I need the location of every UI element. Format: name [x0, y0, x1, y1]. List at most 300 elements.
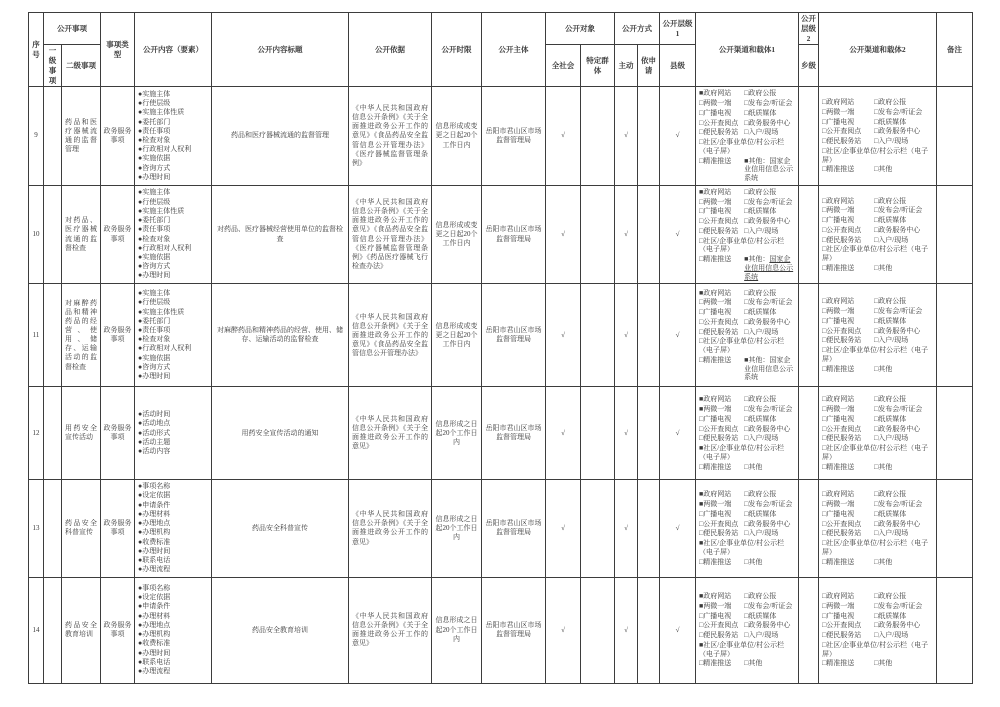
- checkbox-unchecked-icon: □: [744, 99, 749, 107]
- col-header-time-limit: 公开时限: [432, 13, 482, 87]
- channel-checkbox-group: [822, 592, 933, 668]
- channel-option: [822, 216, 873, 225]
- cell-item-type: 政务服务事项: [101, 577, 135, 683]
- cell-content-title: 对药品、医疗器械经营使用单位的监督检查: [212, 185, 349, 284]
- checkbox-unchecked-icon: □: [874, 127, 879, 136]
- channel-option-label: 纸质媒体: [748, 108, 777, 117]
- checkbox-checked-icon: ■: [699, 500, 704, 509]
- checkbox-unchecked-icon: □: [699, 519, 704, 528]
- channel-option: [822, 490, 873, 499]
- element-item: ●联系电话: [138, 556, 171, 565]
- channel-option-label: 政府公报: [878, 98, 907, 106]
- checkbox-unchecked-icon: □: [699, 226, 704, 235]
- channel-option: [744, 308, 796, 317]
- cell-time-limit: 信息形成或变更之日起20个工作日内: [432, 284, 482, 387]
- cell-level2-item: 对麻醉药品和精神药品的经营、使用、储存、运输活动的监督检查: [62, 284, 101, 387]
- channel-option-label: 两微一端: [826, 107, 855, 116]
- channel-option: [744, 434, 796, 443]
- checkbox-unchecked-icon: □: [699, 217, 704, 225]
- channel-option-label: 社区/企事业单位/村公示栏（电子屏）: [699, 138, 785, 155]
- cell-level2-item: 药品安全教育培训: [62, 577, 101, 683]
- element-item: ●实施主体性质: [138, 206, 185, 215]
- col-header-serial: 序号: [29, 13, 44, 87]
- cell-content-title: 对麻醉药品和精神药品的经营、使用、储存、运输活动的监督检查: [212, 284, 349, 387]
- channel-option-label: 纸质媒体: [878, 414, 907, 423]
- channel-option: [874, 98, 934, 107]
- cell-whole-society-check: √: [546, 577, 581, 683]
- channel-option-label: 广播电视: [826, 414, 855, 423]
- channel-option-label: 政府网站: [826, 592, 855, 601]
- checkbox-unchecked-icon: □: [822, 592, 827, 601]
- channel-option: [822, 463, 873, 472]
- channel-option: [744, 425, 796, 434]
- channel-option: [744, 463, 796, 472]
- checkbox-unchecked-icon: □: [822, 336, 827, 345]
- channel-option-label: 社区/企事业单位/村公示栏（电子屏）: [822, 346, 929, 363]
- channel-option: [822, 108, 873, 117]
- cell-township-check: [799, 87, 819, 186]
- checkbox-checked-icon: ■: [699, 539, 704, 548]
- channel-option-label: 发布会/听证会: [748, 99, 793, 107]
- cell-county-check: √: [660, 185, 696, 284]
- channel-option: [874, 558, 934, 567]
- channel-checkbox-group: [822, 395, 933, 471]
- channel-option: [699, 99, 743, 108]
- cell-township-check: [799, 480, 819, 577]
- channel-option: [699, 337, 796, 355]
- elements-list: [135, 480, 212, 577]
- channel-option: [874, 631, 934, 640]
- col-header-level1: 公开层级1: [660, 13, 696, 45]
- channel-option-label: 入户/现场: [878, 631, 909, 640]
- element-item: ●咨询方式: [138, 163, 171, 172]
- channel-option: [822, 510, 873, 519]
- element-item: ●活动主题: [138, 437, 171, 446]
- channel-option-label: 政府公报: [748, 490, 777, 499]
- checkbox-unchecked-icon: □: [744, 424, 749, 433]
- channel-option-label: 广播电视: [826, 117, 855, 126]
- channel-option: [822, 558, 873, 567]
- col-header-on-request: 依申请: [638, 45, 660, 87]
- checkbox-unchecked-icon: □: [699, 156, 704, 165]
- channel-option-label: 其他: [878, 557, 893, 566]
- element-item: ●活动形式: [138, 428, 171, 437]
- channel-option-label: 便民服务站: [826, 434, 862, 443]
- cell-level1-item: [44, 577, 62, 683]
- channel-option-label: 政务服务中心: [878, 621, 921, 630]
- channel-option: [699, 298, 743, 307]
- checkbox-unchecked-icon: □: [822, 235, 827, 244]
- element-item: ●行使层级: [138, 197, 171, 206]
- channel-option: [744, 289, 796, 298]
- checkbox-unchecked-icon: □: [874, 137, 879, 145]
- element-item: ●检查对象: [138, 136, 171, 144]
- checkbox-unchecked-icon: □: [699, 197, 704, 206]
- channel-option-label: 政府网站: [826, 490, 855, 499]
- cell-active-check: √: [615, 387, 638, 480]
- channel-option-label: 便民服务站: [703, 226, 739, 235]
- channel-option: [874, 415, 934, 424]
- checkbox-unchecked-icon: □: [744, 592, 749, 601]
- checkbox-unchecked-icon: □: [744, 197, 749, 206]
- channel-option-label: 发布会/听证会: [878, 107, 923, 116]
- checkbox-unchecked-icon: □: [744, 226, 749, 235]
- channel-option: [699, 198, 743, 207]
- cell-level2-item: 用药安全宣传活动: [62, 387, 101, 480]
- channel-option-label: 政府公报: [878, 297, 907, 306]
- checkbox-unchecked-icon: □: [874, 216, 879, 224]
- channel-option-label: 政务服务中心: [748, 621, 791, 630]
- elements-list: [135, 387, 212, 480]
- cell-basis: 《中华人民共和国政府信息公开条例》《关于全面推进政务公开工作的意见》: [349, 577, 432, 683]
- channel-option-label: 社区/企事业单位/村公示栏（电子屏）: [699, 236, 785, 254]
- cell-remark: [937, 387, 973, 480]
- channel-option: [874, 500, 934, 509]
- checkbox-unchecked-icon: □: [699, 236, 704, 245]
- channel-option-label: 两微一端: [826, 405, 855, 413]
- cell-time-limit: 信息形成或变更之日起20个工作日内: [432, 185, 482, 284]
- channel-option-label: 纸质媒体: [748, 308, 777, 316]
- checkbox-unchecked-icon: □: [822, 364, 827, 373]
- channel-option: [822, 592, 873, 601]
- element-item: ●行使层级: [138, 99, 171, 108]
- channel-option: [699, 602, 743, 611]
- checkbox-unchecked-icon: □: [874, 592, 879, 601]
- cell-content-title: 药品安全科普宣传: [212, 480, 349, 577]
- channel-option-label: 入户/现场: [878, 235, 909, 244]
- cell-on-request-check: [638, 577, 660, 683]
- channel-option: [874, 336, 934, 345]
- channel-option: [699, 520, 743, 529]
- element-item: ●办理时间: [138, 546, 171, 555]
- channel-option: [699, 128, 743, 137]
- col-header-township: 乡级: [799, 45, 819, 87]
- channel-option-label: 公开查阅点: [826, 519, 862, 528]
- channel-option-label: 便民服务站: [826, 235, 862, 244]
- channel-option-label: 纸质媒体: [748, 611, 777, 620]
- element-item: ●办理材料: [138, 611, 171, 620]
- channel-option-label: 政府网站: [703, 89, 732, 98]
- channel-option-label: 两微一端: [703, 298, 732, 307]
- channel-other-text: 国家企业信用信息公示系统: [744, 255, 794, 281]
- checkbox-unchecked-icon: □: [744, 601, 749, 610]
- channel-option-label: 社区/企事业单位/村公示栏（电子屏）: [699, 539, 785, 556]
- channel-option: [699, 217, 743, 226]
- checkbox-unchecked-icon: □: [822, 137, 827, 145]
- channel-option-label: 两微一端: [826, 601, 855, 610]
- channel-option-label: 两微一端: [703, 500, 732, 509]
- checkbox-unchecked-icon: □: [874, 263, 879, 272]
- channel-option: [874, 307, 934, 316]
- channel-option-label: 入户/现场: [878, 529, 909, 538]
- element-item: ●办理材料: [138, 509, 171, 518]
- col-header-channel1: 公开渠道和载体1: [696, 13, 799, 87]
- cell-subject: 岳阳市君山区市场监督管理局: [482, 480, 546, 577]
- element-item: ●委托部门: [138, 316, 171, 325]
- channel-option: [822, 612, 873, 621]
- channel-option-label: 入户/现场: [748, 529, 779, 538]
- channel-option: [744, 602, 796, 611]
- channel-option-label: 便民服务站: [826, 529, 862, 538]
- checkbox-unchecked-icon: □: [822, 659, 827, 668]
- checkbox-unchecked-icon: □: [874, 307, 879, 315]
- element-item: ●办理机构: [138, 528, 171, 537]
- cell-serial: 10: [29, 185, 44, 284]
- channel-option: [744, 631, 796, 640]
- channel-option-label: 其他: [748, 659, 763, 668]
- channel-option: [874, 197, 934, 206]
- channel-checkbox-group: [699, 592, 795, 668]
- checkbox-unchecked-icon: □: [822, 621, 827, 630]
- channel-option-label: 发布会/听证会: [878, 601, 923, 610]
- cell-on-request-check: [638, 480, 660, 577]
- channel-option-label: 发布会/听证会: [748, 601, 793, 610]
- table-row: [29, 185, 973, 284]
- table-row: [29, 87, 973, 186]
- channel-option-label: 政府网站: [826, 98, 855, 106]
- channel-option: [744, 217, 796, 226]
- channel-option: [744, 255, 796, 281]
- channel-option-label: 广播电视: [703, 207, 732, 216]
- checkbox-unchecked-icon: □: [699, 621, 704, 630]
- checkbox-unchecked-icon: □: [874, 557, 879, 566]
- channel-option-label: 广播电视: [703, 509, 732, 518]
- channel-option: [699, 621, 743, 630]
- element-item: ●行政相对人权利: [138, 145, 192, 154]
- channel-option: [822, 444, 934, 462]
- checkbox-unchecked-icon: □: [874, 336, 879, 345]
- checkbox-unchecked-icon: □: [874, 316, 879, 325]
- channel-option: [699, 328, 743, 337]
- checkbox-unchecked-icon: □: [744, 509, 749, 518]
- checkbox-unchecked-icon: □: [874, 117, 879, 126]
- channel-option-label: 社区/企事业单位/村公示栏（电子屏）: [699, 640, 785, 658]
- checkbox-unchecked-icon: □: [874, 206, 879, 215]
- checkbox-unchecked-icon: □: [699, 529, 704, 538]
- element-item: ●检查对象: [138, 335, 171, 344]
- channel-option-label: 社区/企事业单位/村公示栏（电子屏）: [822, 245, 929, 262]
- channel-option: [874, 127, 934, 136]
- channel-option: [744, 592, 796, 601]
- element-item: ●收费标准: [138, 639, 171, 648]
- col-header-basis: 公开依据: [349, 13, 432, 87]
- channel-option: [744, 298, 796, 307]
- channel-option-label: 政府公报: [748, 592, 777, 601]
- channel-checkbox-group: [699, 289, 795, 383]
- channel-option-label: 精准推送: [826, 263, 855, 272]
- checkbox-unchecked-icon: □: [744, 298, 749, 307]
- cell-active-check: √: [615, 87, 638, 186]
- element-item: ●申请条件: [138, 500, 171, 509]
- channel-option: [744, 328, 796, 337]
- col-header-target: 公开对象: [546, 13, 615, 45]
- channel-option: [874, 490, 934, 499]
- channel-option: [744, 405, 796, 414]
- channel-option: [744, 198, 796, 207]
- checkbox-checked-icon: ■: [699, 395, 704, 404]
- checkbox-unchecked-icon: □: [699, 509, 704, 518]
- channel-option: [874, 264, 934, 273]
- channel-option-label: 广播电视: [826, 509, 855, 518]
- col-header-item-type: 事项类型: [101, 13, 135, 87]
- channel-option: [744, 99, 796, 108]
- checkbox-unchecked-icon: □: [699, 462, 704, 471]
- channel-option-label: 便民服务站: [703, 631, 739, 640]
- element-item: ●办理时间: [138, 172, 171, 181]
- element-item: ●办理机构: [138, 630, 171, 639]
- channel-option: [699, 641, 796, 659]
- channels1-cell: [696, 387, 799, 480]
- channel-option-label: 政府网站: [703, 490, 732, 499]
- channel-option-label: 发布会/听证会: [878, 206, 923, 215]
- channel-option-label: 社区/企事业单位/村公示栏（电子屏）: [699, 444, 785, 461]
- channel-option-label: 两微一端: [703, 601, 732, 610]
- channels2-cell: [819, 577, 937, 683]
- checkbox-checked-icon: ■: [699, 288, 704, 297]
- channels2-cell: [819, 185, 937, 284]
- channel-option: [699, 237, 796, 255]
- channel-option: [822, 631, 873, 640]
- channel-option: [822, 317, 873, 326]
- channel-option-label: 精准推送: [826, 557, 855, 566]
- channel-option-label: 政务服务中心: [878, 127, 921, 136]
- table-row: [29, 577, 973, 683]
- channel-option: [744, 318, 796, 327]
- checkbox-unchecked-icon: □: [699, 659, 704, 668]
- cell-time-limit: 信息形成之日起20个工作日内: [432, 387, 482, 480]
- cell-remark: [937, 87, 973, 186]
- channel-option-label: 便民服务站: [703, 529, 739, 538]
- element-item: ●咨询方式: [138, 362, 171, 371]
- channel-checkbox-group: [822, 490, 933, 566]
- elements-list: [135, 185, 212, 284]
- checkbox-unchecked-icon: □: [822, 539, 827, 548]
- channel-option-label: 政府网站: [826, 395, 855, 404]
- element-item: ●实施依据: [138, 252, 171, 261]
- channel-option: [699, 318, 743, 327]
- channel-option-label: 政府网站: [703, 592, 732, 601]
- channel-other-text: 国家企业信用信息公示系统: [744, 156, 794, 182]
- channel-option: [744, 188, 796, 197]
- channel-option: [744, 500, 796, 509]
- channels1-cell: [696, 577, 799, 683]
- element-item: ●活动时间: [138, 410, 171, 419]
- checkbox-unchecked-icon: □: [822, 297, 827, 306]
- col-header-level2-item: 二级事项: [62, 45, 101, 87]
- channel-option-label: 入户/现场: [748, 434, 779, 443]
- channel-option-label: 公开查阅点: [826, 621, 862, 630]
- element-item: ●办理时间: [138, 372, 171, 381]
- channel-option-label: 广播电视: [826, 611, 855, 620]
- checkbox-unchecked-icon: □: [874, 509, 879, 518]
- checkbox-unchecked-icon: □: [822, 414, 827, 423]
- channel-option: [822, 307, 873, 316]
- channel-option: [874, 206, 934, 215]
- col-header-channel2: 公开渠道和载体2: [819, 13, 937, 87]
- checkbox-unchecked-icon: □: [874, 621, 879, 630]
- col-header-whole-society: 全社会: [546, 45, 581, 87]
- channel-option: [744, 207, 796, 216]
- channel-option-label: 政务服务中心: [748, 519, 791, 528]
- channel-option-label: 纸质媒体: [748, 414, 777, 423]
- channel-option-label: 政务服务中心: [748, 317, 791, 326]
- checkbox-unchecked-icon: □: [699, 255, 704, 263]
- channel-option-label: 便民服务站: [703, 128, 739, 137]
- channels1-cell: [696, 185, 799, 284]
- channel-option-label: 公开查阅点: [703, 519, 739, 528]
- checkbox-checked-icon: ■: [744, 156, 749, 165]
- cell-time-limit: 信息形成之日起20个工作日内: [432, 480, 482, 577]
- checkbox-unchecked-icon: □: [822, 117, 827, 126]
- channel-option: [699, 109, 743, 118]
- channel-option: [744, 395, 796, 404]
- channel-option: [874, 612, 934, 621]
- checkbox-unchecked-icon: □: [744, 500, 749, 509]
- channel-option: [744, 529, 796, 538]
- channel-other-text: 国家企业信用信息公示系统: [744, 355, 794, 382]
- checkbox-unchecked-icon: □: [874, 462, 879, 471]
- element-item: ●联系电话: [138, 657, 171, 666]
- cell-serial: 13: [29, 480, 44, 577]
- channel-option-label: 政府公报: [878, 490, 907, 499]
- checkbox-unchecked-icon: □: [822, 640, 827, 649]
- checkbox-unchecked-icon: □: [822, 529, 827, 538]
- channel-option: [822, 415, 873, 424]
- cell-basis: 《中华人民共和国政府信息公开条例》《关于全面推进政务公开工作的意见》《食品药品安全监管信息公开管理办法》《医疗器械监督管理条例》: [349, 87, 432, 186]
- channel-option: [699, 500, 743, 509]
- element-item: ●实施主体性质: [138, 307, 185, 316]
- checkbox-unchecked-icon: □: [744, 187, 749, 196]
- channels2-cell: [819, 87, 937, 186]
- cell-remark: [937, 185, 973, 284]
- channel-option-label: 精准推送: [703, 659, 732, 668]
- channel-option-label: 其他: [878, 165, 893, 174]
- channel-option: [822, 529, 873, 538]
- checkbox-unchecked-icon: □: [822, 98, 827, 106]
- channel-option: [699, 308, 743, 317]
- channel-option: [874, 621, 934, 630]
- channel-option-label: 精准推送: [826, 659, 855, 668]
- channel-option: [822, 365, 873, 374]
- col-header-disclosure-item: 公开事项: [44, 13, 101, 45]
- channel-option-label: 便民服务站: [703, 327, 739, 336]
- checkbox-unchecked-icon: □: [822, 127, 827, 136]
- checkbox-unchecked-icon: □: [822, 307, 827, 315]
- channel-option: [699, 395, 743, 404]
- channel-option: [874, 395, 934, 404]
- channel-option-label: 政府公报: [748, 187, 777, 196]
- col-header-level1-item: 一级事项: [44, 45, 62, 87]
- channel-option-label: 便民服务站: [826, 137, 862, 145]
- channel-option-label: 两微一端: [826, 307, 855, 315]
- channel-option-label: 广播电视: [703, 611, 732, 620]
- elements-list: [135, 577, 212, 683]
- channel-option-label: 公开查阅点: [703, 317, 739, 326]
- checkbox-unchecked-icon: □: [822, 444, 827, 452]
- cell-county-check: √: [660, 284, 696, 387]
- checkbox-unchecked-icon: □: [744, 405, 749, 413]
- checkbox-unchecked-icon: □: [699, 108, 704, 117]
- checkbox-checked-icon: ■: [699, 490, 704, 499]
- checkbox-unchecked-icon: □: [822, 395, 827, 404]
- checkbox-unchecked-icon: □: [699, 308, 704, 316]
- channel-option: [744, 128, 796, 137]
- channel-option: [822, 602, 873, 611]
- channel-option-label: 便民服务站: [703, 434, 739, 443]
- channel-option-label: 公开查阅点: [703, 118, 739, 127]
- checkbox-unchecked-icon: □: [699, 298, 704, 307]
- channel-option-label: 公开查阅点: [826, 127, 862, 136]
